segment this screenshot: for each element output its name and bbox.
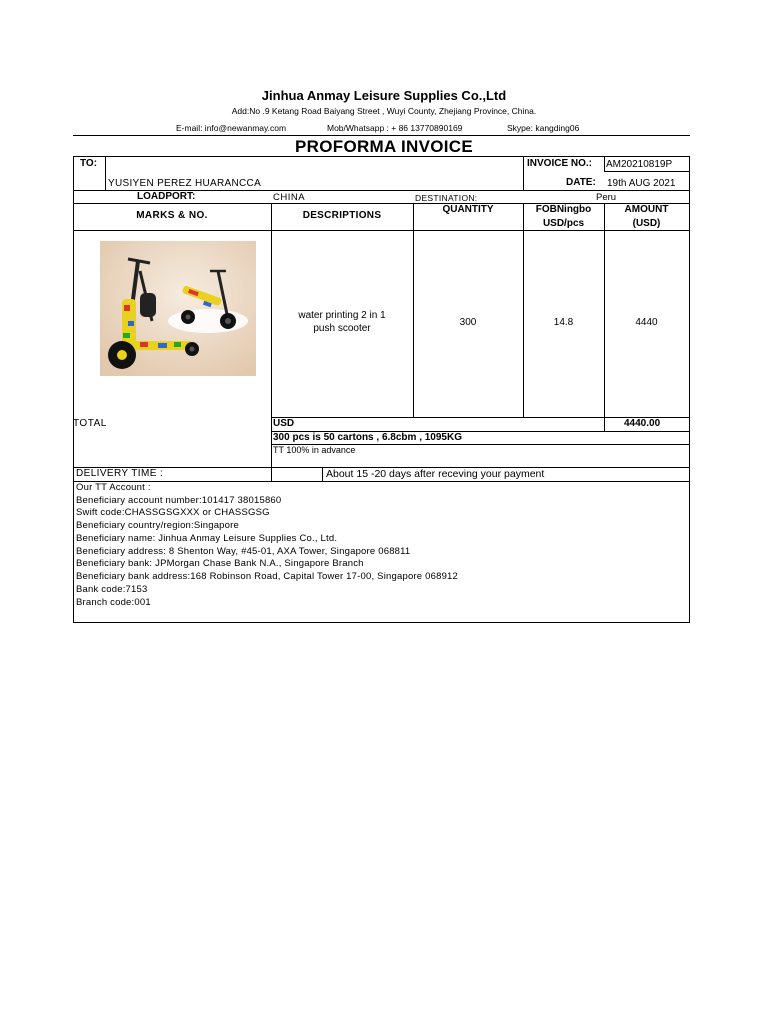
bank-line: Beneficiary address: 8 Shenton Way, #45-01, AXA Tower, Singapore 068811: [76, 546, 411, 557]
bank-line: Bank code:7153: [76, 584, 148, 595]
bank-line: Swift code:CHASSGSGXXX or CHASSGSG: [76, 507, 270, 518]
page-title: PROFORMA INVOICE: [295, 137, 473, 156]
header-descriptions: DESCRIPTIONS: [302, 210, 382, 221]
scooter-illustration: [100, 241, 256, 376]
destination-value: Peru: [596, 192, 617, 203]
company-address: Add:No .9 Ketang Road Baiyang Street , Wuyi County, Zhejiang Province, China.: [231, 106, 537, 116]
total-amount: 4440.00: [624, 418, 661, 429]
bank-line: Our TT Account :: [76, 482, 151, 493]
bank-line: Beneficiary country/region:Singapore: [76, 520, 239, 531]
company-mobile: Mob/Whatsapp : + 86 13770890169: [327, 123, 463, 133]
to-label: TO:: [80, 158, 98, 169]
header-quantity: QUANTITY: [442, 204, 494, 215]
header-fob-unit: USD/pcs: [542, 218, 585, 229]
bank-line: Beneficiary bank: JPMorgan Chase Bank N.A., Singapore Branch: [76, 558, 364, 569]
bank-line: Beneficiary account number:101417 38015860: [76, 495, 282, 506]
bank-line: Branch code:001: [76, 597, 151, 608]
header-marks: MARKS & NO.: [136, 210, 208, 221]
delivery-value: About 15 -20 days after receving your payment: [326, 468, 545, 480]
invoice-no-label: INVOICE NO.:: [527, 158, 593, 169]
company-email: E-mail: info@newanmay.com: [176, 123, 287, 133]
total-label: TOTAL: [73, 418, 107, 429]
bank-line: Beneficiary name: Jinhua Anmay Leisure Supplies Co., Ltd.: [76, 533, 338, 544]
company-skype: Skype: kangding06: [507, 123, 580, 133]
item-quantity: 300: [459, 317, 477, 328]
item-description-line2: push scooter: [313, 323, 371, 334]
header-divider: [73, 135, 690, 136]
loadport-value: CHINA: [273, 192, 306, 203]
invoice-no-value: AM20210819P: [606, 159, 673, 170]
delivery-label: DELIVERY TIME :: [76, 468, 164, 479]
date-value: 19th AUG 2021: [607, 178, 676, 189]
header-fob: FOBNingbo: [535, 204, 592, 215]
item-unit-price: 14.8: [553, 317, 574, 328]
destination-label: DESTINATION:: [415, 193, 478, 203]
item-amount: 4440: [635, 317, 658, 328]
loadport-label: LOADPORT:: [137, 191, 196, 202]
packing-info: 300 pcs is 50 cartons , 6.8cbm , 1095KG: [273, 432, 462, 443]
customer-name: YUSIYEN PEREZ HUARANCCA: [108, 178, 262, 189]
payment-terms: TT 100% in advance: [273, 445, 356, 455]
header-amount-unit: (USD): [632, 218, 661, 229]
header-amount: AMOUNT: [624, 204, 669, 215]
product-image: [100, 241, 256, 376]
company-name: Jinhua Anmay Leisure Supplies Co.,Ltd: [261, 88, 507, 103]
bank-line: Beneficiary bank address:168 Robinson Road, Capital Tower 17-00, Singapore 068912: [76, 571, 459, 582]
total-currency: USD: [273, 418, 295, 429]
date-label: DATE:: [566, 177, 596, 188]
item-description-line1: water printing 2 in 1: [298, 310, 386, 321]
